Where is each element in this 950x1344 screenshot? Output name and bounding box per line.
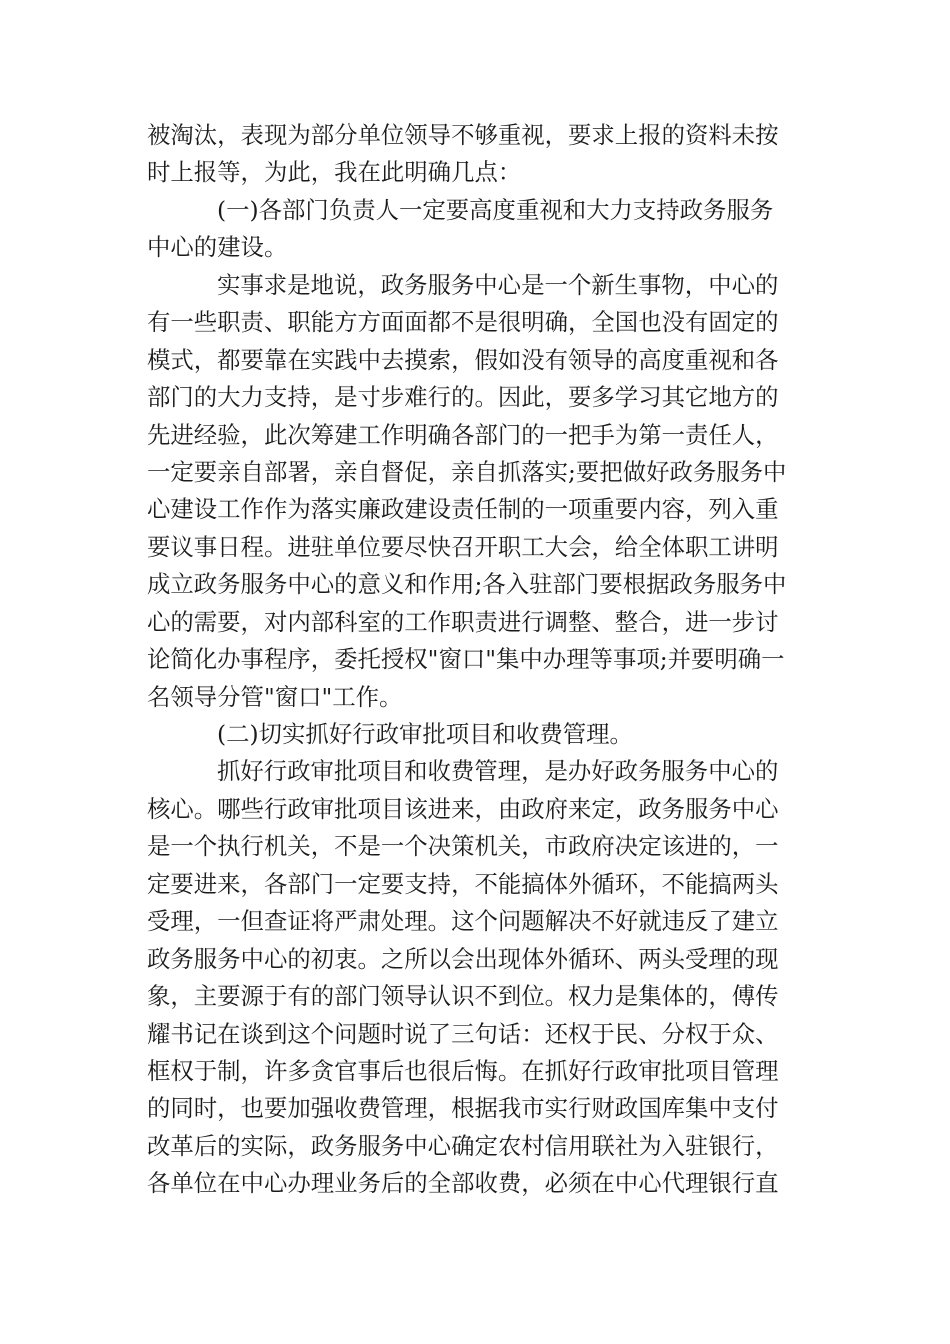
text-line: 定要进来，各部门一定要支持，不能搞体外循环，不能搞两头 [147,869,779,898]
text-line: 成立政务服务中心的意义和作用;各入驻部门要根据政务服务中 [147,570,787,599]
text-line: 核心。哪些行政审批项目该进来，由政府来定，政务服务中心 [147,794,779,823]
text-line: 要议事日程。进驻单位要尽快召开职工大会，给全体职工讲明 [147,532,779,561]
text-line: 模式，都要靠在实践中去摸索，假如没有领导的高度重视和各 [147,345,779,374]
text-line: 象，主要源于有的部门领导认识不到位。权力是集体的，傅传 [147,982,779,1011]
text-line: 的同时，也要加强收费管理，根据我市实行财政国库集中支付 [147,1094,779,1123]
text-line: 抓好行政审批项目和收费管理，是办好政务服务中心的 [217,757,779,786]
text-line: (一)各部门负责人一定要高度重视和大力支持政务服务 [217,195,774,224]
text-line: 中心的建设。 [147,233,288,262]
text-line: 改革后的实际，政务服务中心确定农村信用联社为入驻银行， [147,1131,779,1160]
text-line: 实事求是地说，政务服务中心是一个新生事物，中心的 [217,270,779,299]
text-line: 各单位在中心办理业务后的全部收费，必须在中心代理银行直 [147,1169,779,1198]
text-line: 被淘汰，表现为部分单位领导不够重视，要求上报的资料未按 [147,121,779,149]
text-line: 是一个执行机关，不是一个决策机关，市政府决定该进的，一 [147,832,779,861]
text-line: 论简化办事程序，委托授权"窗口"集中办理等事项;并要明确一 [147,645,785,674]
text-line: 部门的大力支持，是寸步难行的。因此，要多学习其它地方的 [147,383,779,412]
text-line: 受理，一但查证将严肃处理。这个问题解决不好就违反了建立 [147,907,779,936]
text-line: 心的需要，对内部科室的工作职责进行调整、整合，进一步讨 [147,607,779,636]
text-line: 框权于制，许多贪官事后也很后悔。在抓好行政审批项目管理 [147,1056,779,1085]
text-line: 耀书记在谈到这个问题时说了三句话：还权于民、分权于众、 [147,1019,779,1048]
text-line: 有一些职责、职能方方面面都不是很明确，全国也没有固定的 [147,308,779,337]
text-line: 时上报等，为此，我在此明确几点： [147,158,522,187]
text-line: (二)切实抓好行政审批项目和收费管理。 [217,720,633,748]
text-line: 先进经验，此次筹建工作明确各部门的一把手为第一责任人， [147,420,779,449]
text-line: 一定要亲自部署，亲自督促，亲自抓落实;要把做好政务服务中 [147,457,787,486]
document-body [147,117,807,1203]
text-line: 心建设工作作为落实廉政建设责任制的一项重要内容，列入重 [147,495,779,524]
text-line: 政务服务中心的初衷。之所以会出现体外循环、两头受理的现 [147,944,779,973]
text-line: 名领导分管"窗口"工作。 [147,682,403,711]
